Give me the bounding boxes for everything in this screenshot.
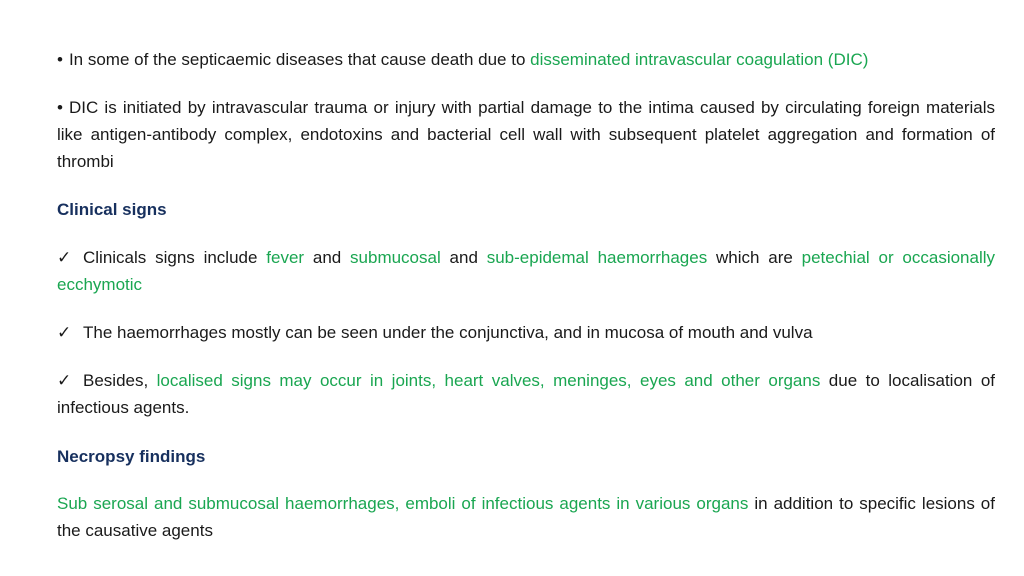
text-segment: The haemorrhages mostly can be seen under the conjunctiva, and in mucosa of mouth and vulva xyxy=(83,323,813,342)
text-segment: DIC is initiated by intravascular trauma or injury with partial damage to the intima caused by circulating foreign materials like antigen-antibody complex, endotoxins and bacterial cell wall with subsequent platelet aggregation and formation of thrombi xyxy=(57,98,995,171)
clinical-item-1 xyxy=(57,244,995,298)
highlight-segment: disseminated intravascular coagulation (DIC) xyxy=(530,50,869,69)
clinical-item-3 xyxy=(57,367,995,421)
paragraph-2 xyxy=(57,94,995,175)
text-segment: due to localisation of infectious agents. xyxy=(57,371,995,417)
highlight-segment: localised signs may occur in joints, heart valves, meninges, eyes and other organs xyxy=(156,371,821,390)
text-segment: in addition to specific lesions of the causative agents xyxy=(57,494,995,540)
clinical-item-2 xyxy=(57,319,995,346)
highlight-segment: sub-epidemal haemorrhages xyxy=(486,248,708,267)
necropsy-findings-heading: Necropsy findings xyxy=(57,447,206,466)
highlight-segment: submucosal xyxy=(350,248,441,267)
highlight-segment: petechial or occasionally ecchymotic xyxy=(57,248,996,294)
checkmark-icon: ✓ xyxy=(57,323,72,342)
clinical-signs-heading: Clinical signs xyxy=(57,200,167,219)
necropsy-paragraph xyxy=(57,490,995,544)
text-segment: and xyxy=(440,248,487,267)
bullet-icon: • xyxy=(57,50,63,69)
text-segment: which are xyxy=(707,248,802,267)
text-segment: Besides, xyxy=(83,371,157,390)
checkmark-icon: ✓ xyxy=(57,371,72,390)
paragraph-1 xyxy=(57,46,995,73)
highlight-segment: Sub serosal and submucosal haemorrhages, emboli of infectious agents in various organs xyxy=(57,494,749,513)
highlight-segment: fever xyxy=(266,248,305,267)
text-segment: and xyxy=(304,248,351,267)
checkmark-icon: ✓ xyxy=(57,248,72,267)
bullet-icon: • xyxy=(57,98,63,117)
text-segment: In some of the septicaemic diseases that cause death due to xyxy=(68,50,531,69)
text-segment: Clinicals signs include xyxy=(83,248,267,267)
